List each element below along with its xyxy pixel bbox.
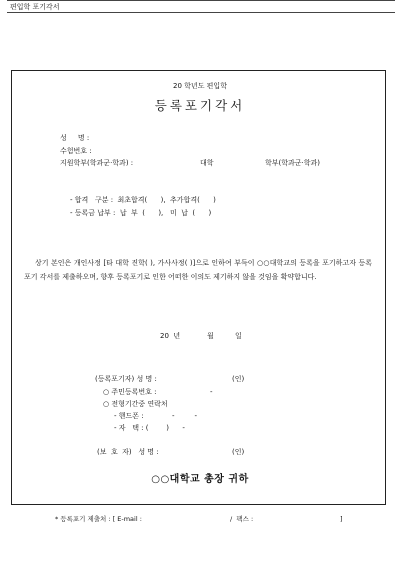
submit-note-right: ]: [340, 515, 343, 523]
page-title: 등록포기각서: [154, 98, 246, 113]
mobile-dashes: - -: [172, 412, 198, 420]
exam-no-label: 수험번호 :: [60, 147, 92, 155]
pledge-paragraph: 상기 본인은 개인사정 [타 대학 진학( ), 가사사정( )]으로 인하여 부득이 ○○대학교의 등록을 포기하고자 등록포기 각서를 제출하오며, 향후 등록포기로 인한 어떠한 이의도 제기하지 않을 것임을 확약합니다.: [24, 259, 372, 281]
date-month: 월: [207, 332, 214, 340]
date-day: 일: [235, 332, 242, 340]
applied-major-label: 지원학부(학과군·학과) :: [60, 159, 134, 167]
home-phone-label: - 자 택 : ( ) -: [114, 424, 185, 432]
addressee: ○○대학교 총장 귀하: [151, 474, 249, 485]
header-tag: 편입학 포기각서: [10, 3, 60, 11]
contact-label: ○ 전형기간중 연락처: [103, 400, 168, 408]
title-year: 20 학년도 편입학: [173, 82, 227, 90]
mobile-label: - 핸드폰 :: [114, 412, 144, 420]
rrn-dash: -: [210, 388, 213, 396]
header-rule: [7, 12, 395, 13]
signer-name-label: (등록포기자) 성 명 :: [95, 375, 157, 383]
top-rule: [7, 0, 395, 1]
dept-label: 학부(학과군·학과): [265, 159, 321, 167]
univ-label: 대학: [200, 159, 214, 167]
guardian-name-label: (보 호 자) 성 명 :: [97, 448, 159, 456]
submit-note-mid: / 팩스 :: [230, 515, 254, 523]
fee-payment-line: - 등록금 납부 : 납 부 ( ), 미 납 ( ): [70, 209, 212, 217]
submit-note-left: * 등록포기 제출처 : [ E-mail :: [55, 515, 142, 523]
guardian-seal: (인): [232, 448, 245, 456]
rrn-label: ○ 주민등록번호 :: [103, 388, 157, 396]
name-label: 성 명 :: [60, 134, 90, 142]
signer-seal: (인): [232, 375, 245, 383]
date-year: 20 년: [160, 332, 181, 340]
admission-type-line: - 합격 구분 : 최초합격( ), 추가합격( ): [70, 196, 216, 204]
